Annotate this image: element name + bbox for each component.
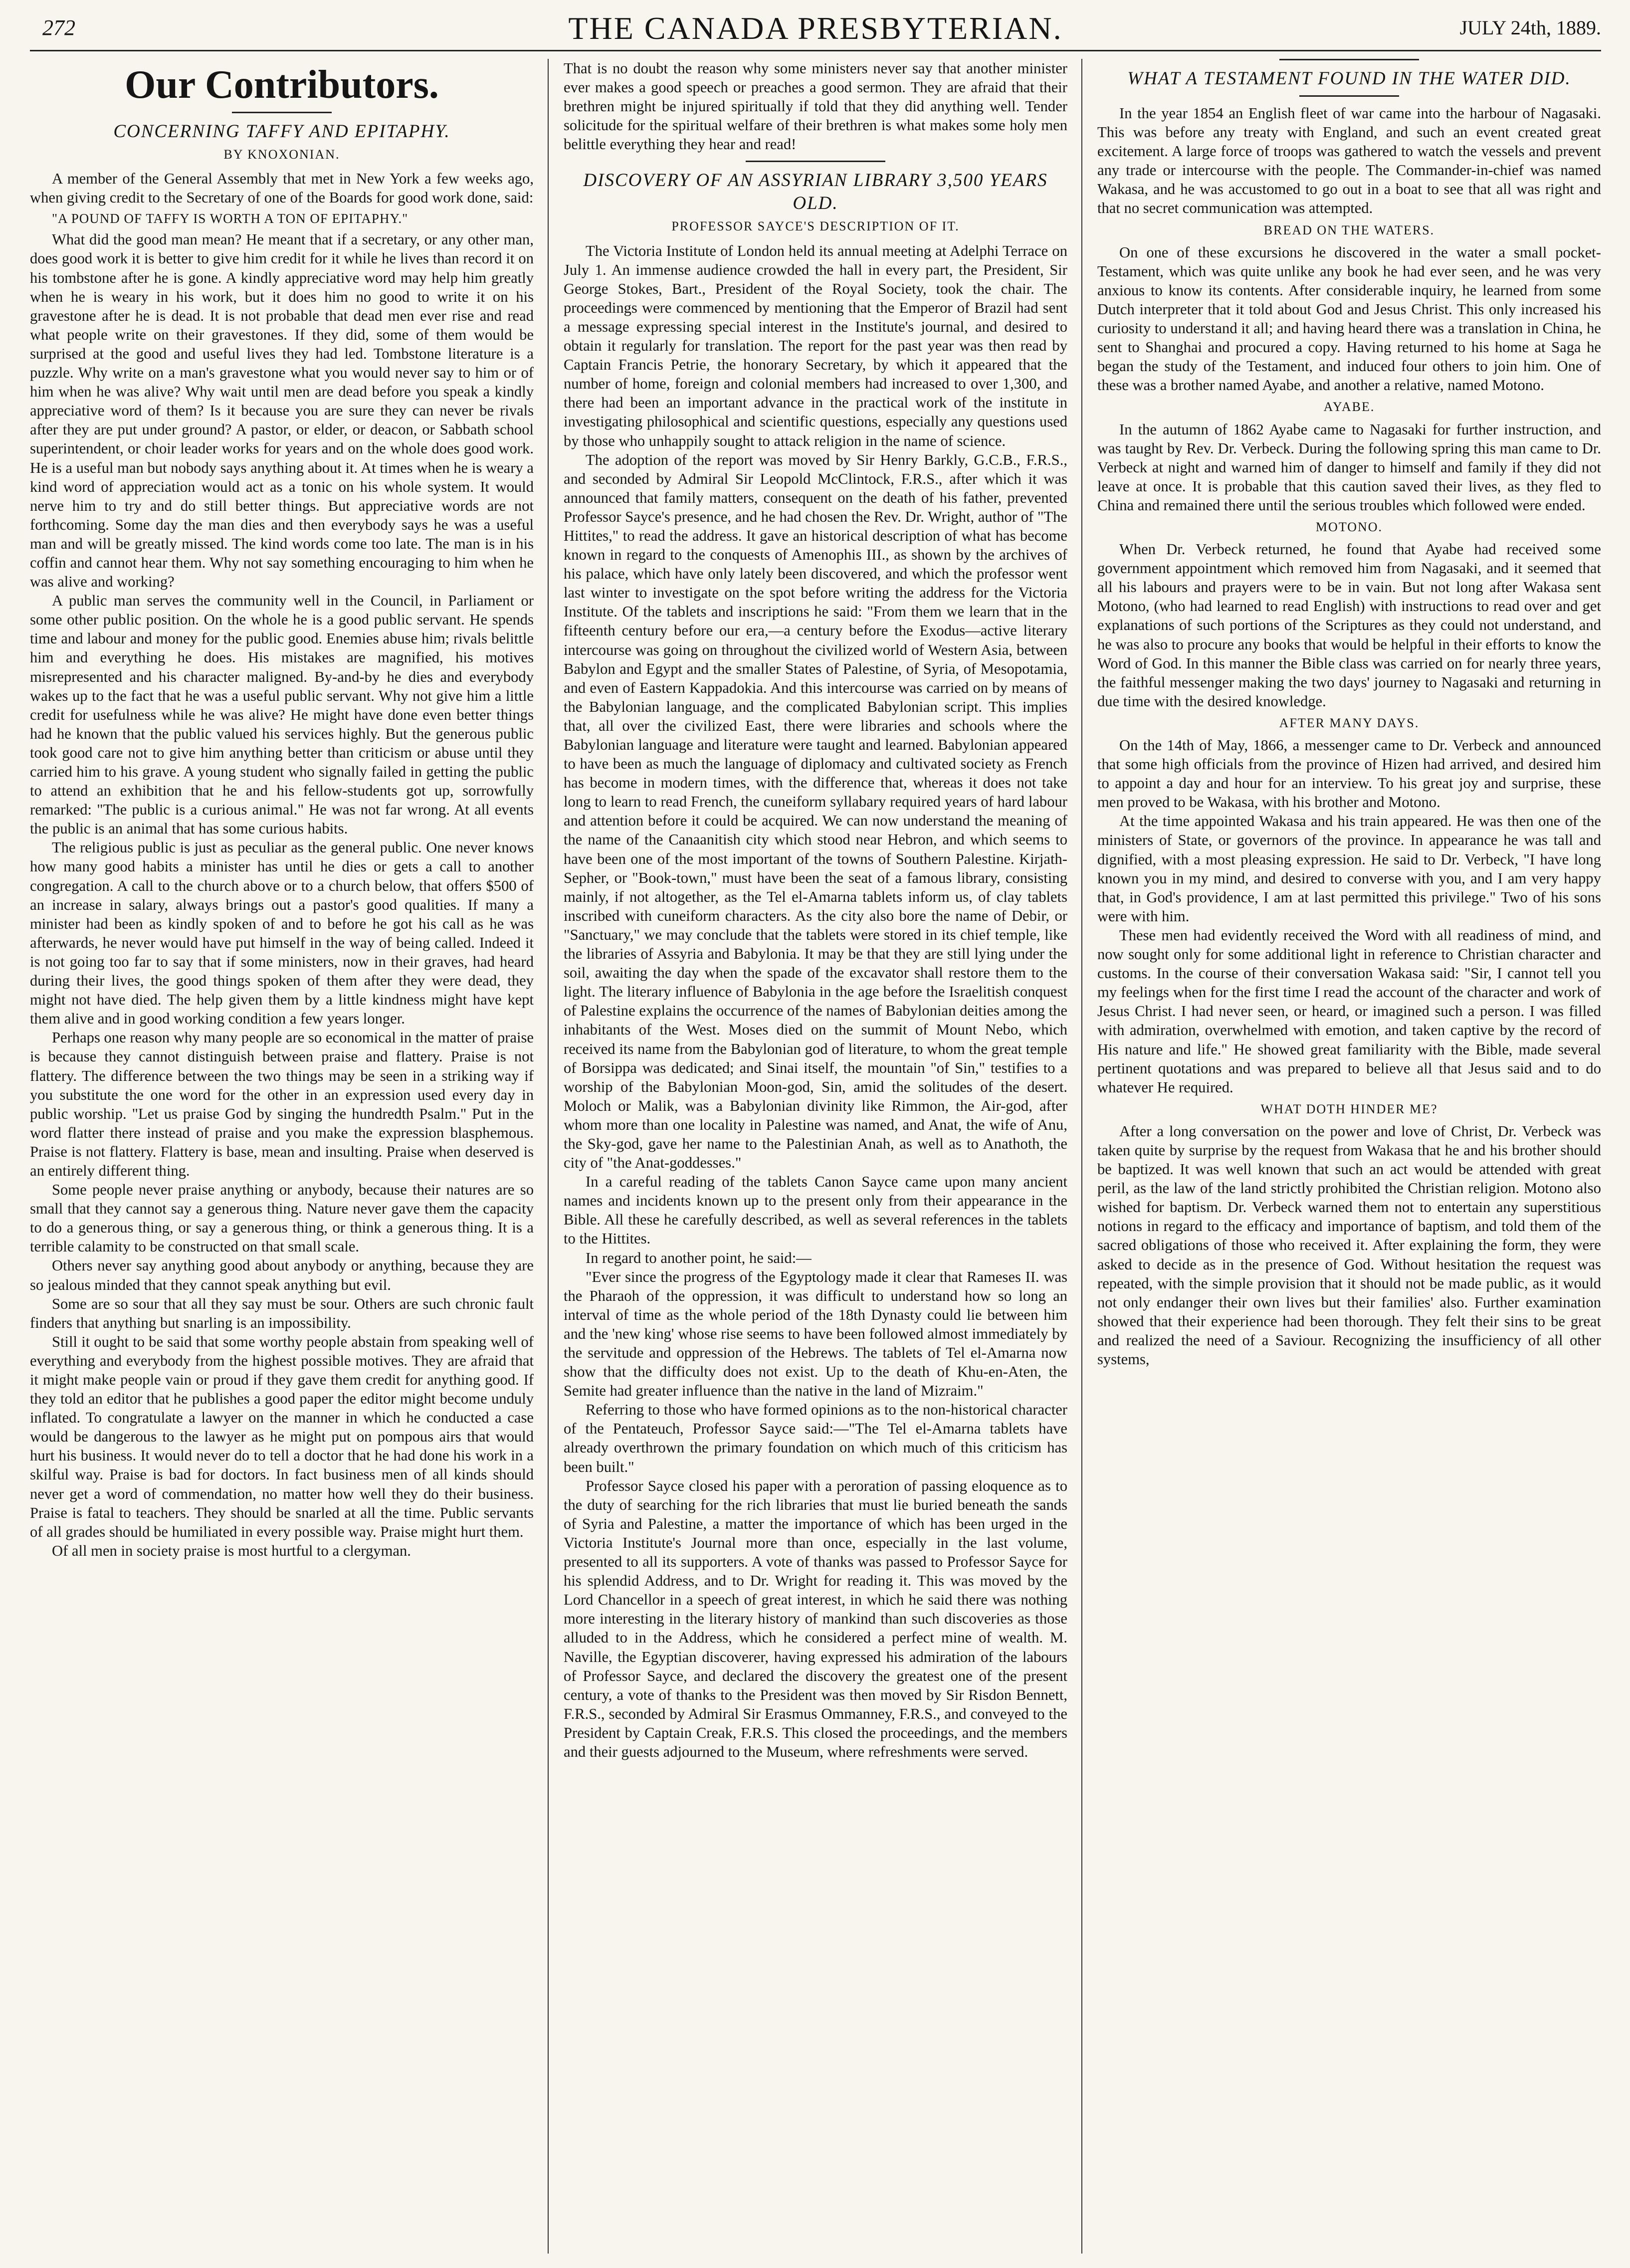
paragraph: These men had evidently received the Word with all readiness of mind, and now sought only for some additional light in reference to Christian character and customs. In the course of their conversation Wakasa said: "Sir, I cannot tell you my feelings when for the first time I read the account of the character and work of Jesus Christ. I had never seen, or heard, or imagined such a person. I was filled with admiration, overwhelmed with emotion, and taken captive by the record of His nature and life." He showed great familiarity with the Bible, made several pertinent quotations and was prepared to believe all that Jesus said and to do whatever He required.: [1097, 926, 1601, 1096]
pull-quote: "A POUND OF TAFFY IS WORTH A TON OF EPITAPHY.": [52, 211, 408, 226]
masthead: [30, 10, 1601, 50]
column-divider: [548, 59, 549, 2254]
subheading: WHAT DOTH HINDER ME?: [1260, 1101, 1438, 1116]
newspaper-page: [30, 10, 1601, 2260]
paragraph: In regard to another point, he said:—: [586, 1249, 812, 1266]
subheading: AFTER MANY DAYS.: [1279, 715, 1420, 730]
issue-date: JULY 24th, 1889.: [1459, 16, 1601, 39]
paragraph: Some people never praise anything or anybody, because their natures are so small that they cannot say a generous thing. Nature never gave them the capacity to do a generous thing, or say a generous thing, or think a generous thing. It is a terrible calamity to be constructed on that small scale.: [30, 1181, 534, 1255]
paragraph: When Dr. Verbeck returned, he found that Ayabe had received some government appointment which removed him from Nagasaki, and it seemed that all his labours and prayers were to be in vain. But not long after Wakasa sent Motono, (who had learned to read English) with instructions to read over and get explanations of such portions of the Scriptures as they could not understand, and he was also to procure any books that would be helpful in their efforts to know the Word of God. In this manner the Bible class was carried on for nearly three years, the faithful messenger making the two days' journey to Nagasaki and returning in due time with the desired knowledge.: [1097, 541, 1601, 710]
paragraph: The religious public is just as peculiar as the general public. One never knows how many good habits a minister has until he dies or gets a call to another congregation. A call to the church above or to a church below, that offers $500 of an increase in salary, always brings out a pastor's good qualities. If many a minister had been as kindly spoken of and to before he got his call as he was afterwards, he never would have put himself in the way of being called. Indeed it is not going too far to say that if some ministers, now in their graves, had heard during their lives, the good things spoken of them after they were dead, they might not have died. The help given them by a little kindness might have kept them alive and in good working condition a few years longer.: [30, 839, 534, 1028]
paragraph: Some are so sour that all they say must be sour. Others are such chronic fault finders that anything but snarling is an impossibility.: [30, 1295, 534, 1331]
section-banner: Our Contributors.: [125, 63, 439, 107]
article-title-taffy: CONCERNING TAFFY AND EPITAPHY.: [113, 121, 450, 142]
paragraph: What did the good man mean? He meant that if a secretary, or any other man, does good work it is better to give him credit for it while he lives than record it on his tombstone after he is gone. A kindly appreciative word may help him greatly when he is weary in his work, but it does him no good to write it on his gravestone after he is dead. It is not probable that dead men ever rise and read what people write on their gravestones. If they did, some of them would be surprised at the good and useful lives they had led. Tombstone literature is a puzzle. Why write on a man's gravestone what you would never say to him or of him when he was alive? Why wait until men are dead before you speak a kindly appreciative word of them? Is it because you are sure they can never be rivals after they are put under ground? A pastor, or elder, or deacon, or Sabbath school superintendent, or choir leader works for years and on the whole does good work. He is a useful man but nobody says anything about it. At times when he is weary a kind word of appreciation would act as a tonic on his whole system. It would nerve him to try and do still better things. But appreciative words are not forthcoming. Some day the man dies and then everybody says he was a useful man and will be greatly missed. The kind words come too late. The man is in his coffin and cannot hear them. Why not say something encouraging to him when he was alive and working?: [30, 231, 534, 591]
paragraph: Others never say anything good about anybody or anything, because they are so jealous minded that they cannot speak anything but evil.: [30, 1257, 534, 1293]
paragraph: After a long conversation on the power and love of Christ, Dr. Verbeck was taken quite by surprise by the request from Wakasa that he and his brother should be baptized. It was well known that such an act would be attended with great peril, as the law of the land strictly prohibited the Christian religion. Motono also wished for baptism. Dr. Verbeck warned them not to entertain any superstitious notions in regard to the efficacy and importance of baptism, and told them of the sacred obligations of those who received it. After explaining the form, they were asked to decide as in the presence of God. Without hesitation the request was repeated, with the simple provision that it should not be made public, as it would not only endanger their own lives but their families' also. Further examination showed that their experience had been thorough. They felt their sins to be great and realized the need of a Saviour. Recognizing the insufficiency of all other systems,: [1097, 1122, 1601, 1368]
paragraph: In a careful reading of the tablets Canon Sayce came upon many ancient names and incidents known up to the present only from their appearance in the Bible. All these he carefully described, as well as several references in the tablets to the Hittites.: [564, 1173, 1067, 1247]
paragraph: Referring to those who have formed opinions as to the non-historical character of the Pentateuch, Professor Sayce said:—"The Tel el-Amarna tablets have already overthrown the primary foundation on which much of this criticism has been built.": [564, 1401, 1067, 1475]
paragraph: In the autumn of 1862 Ayabe came to Nagasaki for further instruction, and was taught by Rev. Dr. Verbeck. During the following spring this man came to Dr. Verbeck at night and warned him of danger to himself and family if they did not leave at once. It is probable that this caution saved their lives, as they fled to China and remained there until the serious troubles which followed were ended.: [1097, 420, 1601, 514]
paragraph: On the 14th of May, 1866, a messenger came to Dr. Verbeck and announced that some high officials from the province of Hizen had arrived, and desired him to appoint a day and hour for an interview. To his great joy and surprise, these men proved to be Wakasa, with his brother and Motono.: [1097, 737, 1601, 811]
column-1: [30, 59, 534, 2254]
title-rule: [1299, 95, 1399, 97]
column-divider: [1081, 59, 1082, 2254]
article-title-testament: WHAT A TESTAMENT FOUND IN THE WATER DID.: [1127, 68, 1571, 89]
paragraph: The Victoria Institute of London held its annual meeting at Adelphi Terrace on July 1. An immense audience crowded the hall in every part, the President, Sir George Stokes, Bart., President of the Royal Society, took the chair. The proceedings were commenced by mentioning that the Emperor of Brazil had sent a message expressing special interest in the Institute's journal, and desired to obtain it regularly for translation. The report for the past year was then read by Captain Francis Petrie, the honorary Secretary, by which it appeared that the number of home, foreign and colonial members had increased to over 1,300, and there had been an important advance in the practical work of the institute in investigating philosophical and scientific questions, especially any questions used by those who unhappily sought to attack religion in the name of science.: [564, 242, 1067, 449]
paragraph: A member of the General Assembly that met in New York a few weeks ago, when giving credit to the Secretary of one of the Boards for good work done, said:: [30, 170, 534, 206]
paragraph: Still it ought to be said that some worthy people abstain from speaking well of everything and everybody from the highest possible motives. They are afraid that it might make people vain or proud if they gave them credit for anything good. If they told an editor that he publishes a good paper the editor might become unduly inflated. To congratulate a lawyer on the manner in which he conducted a case would be dangerous to the lawyer as he might put on pompous airs that would hurt his business. It would never do to tell a doctor that he had done his work in a skilful way. Praise is bad for doctors. In fact business men of all kinds should never get a word of commendation, no matter how well they do their business. Praise is fatal to teachers. They should be snarled at all the time. Public servants of all grades should be humiliated in every possible way. Praise might hurt them.: [30, 1333, 534, 1540]
paragraph: A public man serves the community well in the Council, in Parliament or some other public position. On the whole he is a good public servant. He spends time and labour and money for the public good. Enemies abuse him; rivals belittle him and everything he does. His mistakes are magnified, his motives misrepresented and his character maligned. By-and-by he dies and everybody wakes up to the fact that he was a useful public servant. Why not give him a little credit for usefulness while he was alive? He might have done even better things had he known that the public valued his services highly. But the generous public took good care not to give him anything better than criticism or abuse until they carried him to his grave. A young student who signally failed in getting the public to attend an exhibition that he and his fellow-students got up, sorrowfully remarked: "The public is a curious animal." He was not far wrong. At all events the public is an animal that has some curious habits.: [30, 592, 534, 837]
paragraph: "Ever since the progress of the Egyptology made it clear that Rameses II. was the Pharaoh of the oppression, it was difficult to understand how so long an interval of time as the whole period of the 18th Dynasty could lie between him and the 'new king' whose rise seems to have been followed almost immediately by the servitude and oppression of the Hebrews. The tablets of Tel el-Amarna now show that the difficulty does not exist. Up to the death of Khu-en-Aten, the Semite had greater influence than the native in the land of Mizraim.": [564, 1268, 1067, 1400]
paragraph: On one of these excursions he discovered in the water a small pocket-Testament, which was quite unlike any book he had ever seen, and he was very anxious to know its contents. After considerable inquiry, he learned from some Dutch interpreter that it told about God and Jesus Christ. This only increased his curiosity to understand it all; and having heard there was a translation in China, he sent to Shanghai and procured a copy. Having returned to his home at Saga he began the study of the Testament, and induced four others to join him. One of these was a brother named Ayabe, and another a relative, named Motono.: [1097, 243, 1601, 394]
paragraph: At the time appointed Wakasa and his train appeared. He was then one of the ministers of State, or governors of the province. In appearance he was tall and dignified, with a most pleasing expression. He said to Dr. Verbeck, "I have long known you in my mind, and desired to converse with you, and I am very happy that, in God's providence, I am at last permitted this privilege." Two of his sons were with him.: [1097, 813, 1601, 925]
column-3: [1097, 59, 1601, 2254]
paragraph: Perhaps one reason why many people are so economical in the matter of praise is because they cannot distinguish between praise and flattery. Praise is not flattery. The difference between the two things may be seen in a striking way if you substitute the one word for the other in an expression used every day in public worship. "Let us praise God by singing the hundredth Psalm." Put in the word flatter there instead of praise and you make the expression blasphemous. Praise is not flattery. Flattery is base, mean and insulting. Praise when deserved is an entirely different thing.: [30, 1029, 534, 1179]
paragraph: In the year 1854 an English fleet of war came into the harbour of Nagasaki. This was before any treaty with England, and such an event created great excitement. A large force of troops was gathered to watch the vessels and prevent any trade or intercourse with the people. The Commander-in-chief was named Wakasa, and he was accustomed to go out in a boat to see that all was right and that no secret communication was attempted.: [1097, 105, 1601, 217]
article-separator: [1279, 59, 1419, 60]
paragraph: That is no doubt the reason why some ministers never say that another minister ever makes a good speech or preaches a good sermon. They are afraid that their brethren might be injured spiritually if told that they did anything well. Tender solicitude for the spiritual welfare of their brethren is what makes some holy men belittle everything they hear and read!: [564, 60, 1067, 153]
article-separator: [746, 161, 885, 162]
article-byline: BY KNOXONIAN.: [223, 147, 340, 162]
article-title-assyrian: DISCOVERY OF AN ASSYRIAN LIBRARY 3,500 YEARS OLD.: [583, 170, 1048, 214]
column-2: [564, 59, 1067, 2254]
article-subtitle: PROFESSOR SAYCE'S DESCRIPTION OF IT.: [671, 219, 960, 234]
masthead-rule: [30, 50, 1601, 51]
subheading: BREAD ON THE WATERS.: [1263, 222, 1435, 237]
page-number: 272: [42, 15, 75, 40]
newspaper-title: THE CANADA PRESBYTERIAN.: [568, 10, 1063, 46]
paragraph: The adoption of the report was moved by Sir Henry Barkly, G.C.B., F.R.S., and seconded by Admiral Sir Leopold McClintock, F.R.S., after which it was announced that family matters, consequent on the death of his father, prevented Professor Sayce's presence, and he had chosen the Rev. Dr. Wright, author of "The Hittites," to read the address. It gave an historical description of what has become known in regard to the conquests of Amenophis III., as shown by the archives of his palace, which have only lately been discovered, and which the professor went last winter to investigate on the spot before writing the address for the Victoria Institute. Of the tablets and inscriptions he said: "From them we learn that in the fifteenth century before our era,—a century before the Exodus—active literary intercourse was going on throughout the civilized world of Western Asia, between Babylon and Egypt and the smaller States of Palestine, of Syria, of Mesopotamia, and even of Eastern Kappadokia. And this intercourse was carried on by means of the Babylonian language, and the complicated Babylonian script. This implies that, all over the civilized East, there were libraries and schools where the Babylonian language and literature were taught and learned. Babylonian appeared to have been as much the language of diplomacy and cultivated society as French has become in modern times, with the difference that, whereas it does not take long to learn to read French, the cuneiform syllabary required years of hard labour and attention before it could be acquired. We can now understand the meaning of the name of the Canaanitish city which stood near Hebron, and which seems to have been one of the most important of the towns of Southern Palestine. Kirjath-Sepher, or "Book-town," must have been the seat of a famous library, consisting mainly, if not altogether, as the Tel el-Amarna tablets inform us, of clay tablets inscribed with cuneiform characters. As the city also bore the name of Debir, or "Sanctuary," we may conclude that the tablets were stored in its chief temple, like the libraries of Assyria and Babylonia. It may be that they are still lying under the soil, awaiting the day when the spade of the excavator shall restore them to the light. The literary influence of Babylonia in the age before the Israelitish conquest of Palestine explains the occurrence of the names of Babylonian deities among the inhabitants of the West. Moses died on the summit of Mount Nebo, which received its name from the Babylonian god of literature, to whom the great temple of Borsippa was dedicated; and Sinai itself, the mountain "of Sin," testifies to a worship of the Babylonian Moon-god, Sin, amid the solitudes of the desert. Moloch or Malik, was a Babylonian divinity like Rimmon, the Air-god, after whom more than one locality in Palestine was named, and Anat, the wife of Anu, the Sky-god, gave her name to the Palestinian Anah, as well as to Anathoth, the city of "the Anat-goddesses.": [564, 451, 1067, 1172]
paragraph: Of all men in society praise is most hurtful to a clergyman.: [52, 1542, 411, 1559]
subheading: AYABE.: [1323, 400, 1375, 414]
subheading: MOTONO.: [1315, 519, 1383, 534]
banner-rule: [232, 112, 332, 113]
paragraph: Professor Sayce closed his paper with a peroration of passing eloquence as to the duty of searching for the rich libraries that must lie buried beneath the sands of Syria and Palestine, a matter the importance of which has been urged in the Victoria Institute's Journal more than once, especially in the last volume, presented to all its supporters. A vote of thanks was passed to Professor Sayce for his splendid Address, and to Dr. Wright for reading it. This was moved by the Lord Chancellor in a speech of great interest, in which he said there was nothing more interesting in the literary history of mankind than such discoveries as those alluded to in the Address, which he considered a perfect mine of wealth. M. Naville, the Egyptian discoverer, having expressed his admiration of the labours of Professor Sayce, and declared the discovery the greatest one of the present century, a vote of thanks to the President was then moved by Sir Risdon Bennett, F.R.S., seconded by Admiral Sir Erasmus Ommanney, F.R.S., and conveyed to the President by Captain Creak, F.R.S. This closed the proceedings, and the members and their guests adjourned to the Museum, where refreshments were served.: [564, 1477, 1067, 1760]
